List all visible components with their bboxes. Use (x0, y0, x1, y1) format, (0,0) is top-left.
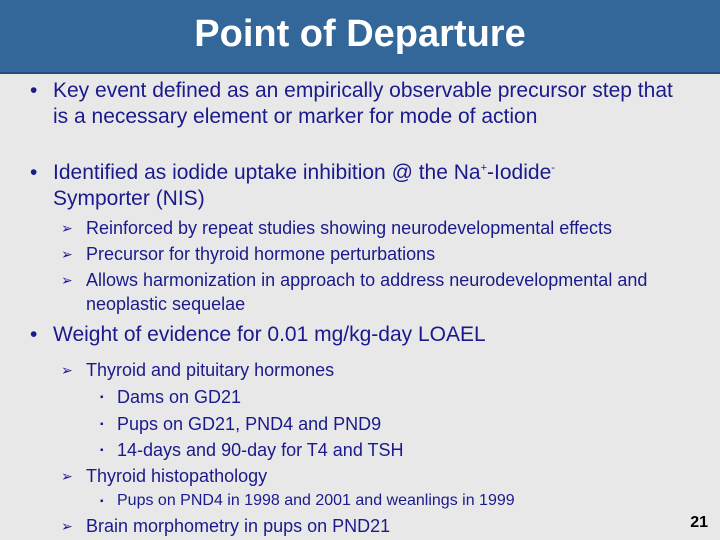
arrowhead-icon: ➢ (61, 468, 73, 484)
bullet-dot-icon: • (30, 161, 38, 184)
sub-bullet-text: Thyroid histopathology (86, 466, 268, 486)
sub-bullet-item (61, 242, 686, 266)
sub-sub-bullet-text: Dams on GD21 (117, 387, 242, 407)
sub-sub-bullet-text: 14-days and 90-day for T4 and TSH (117, 440, 404, 460)
bullet-text: Key event defined as an empirically observable precursor step that is a necessary element or marker for mode of action (53, 79, 673, 128)
sub-sub-bullet-item (100, 412, 677, 436)
sub-bullet-text: Precursor for thyroid hormone perturbations (86, 244, 436, 264)
page-number: 21 (690, 514, 708, 531)
sub-bullet-text: Allows harmonization in approach to address neurodevelopmental and neoplastic sequelae (86, 270, 648, 314)
bullet-text-mid: -Iodide (487, 161, 552, 184)
sub-bullet-item (61, 514, 686, 538)
bullet-text: Identified as iodide uptake inhibition @ the Na (53, 161, 481, 184)
small-square-icon: ▪ (100, 419, 104, 430)
sub-bullet-text: Thyroid and pituitary hormones (86, 360, 335, 380)
bullet-item (30, 322, 693, 348)
bullet-item (30, 160, 693, 212)
sub-bullet-text: Reinforced by repeat studies showing neurodevelopmental effects (86, 218, 612, 238)
small-square-icon: ▪ (100, 392, 104, 403)
sub-bullet-text: Brain morphometry in pups on PND21 (86, 516, 391, 536)
header-bar (0, 0, 720, 74)
superscript-minus: - (551, 162, 555, 174)
sub-sub-bullet-text: Pups on GD21, PND4 and PND9 (117, 414, 382, 434)
arrowhead-icon: ➢ (61, 220, 73, 236)
sub-sub-bullet-item (100, 438, 677, 462)
sub-sub-bullet-item (100, 385, 677, 409)
slide-title: Point of Departure (194, 13, 526, 55)
arrowhead-icon: ➢ (61, 272, 73, 288)
superscript-plus: + (480, 162, 488, 174)
small-square-icon: ▪ (100, 445, 104, 456)
sub-bullet-item (61, 216, 686, 240)
sub-bullet-item (61, 358, 686, 382)
sub-sub-bullet-text: Pups on PND4 in 1998 and 2001 and weanlings in 1999 (117, 492, 515, 509)
bullet-text: Weight of evidence for 0.01 mg/kg-day LOAEL (53, 323, 486, 346)
arrowhead-icon: ➢ (61, 246, 73, 262)
arrowhead-icon: ➢ (61, 518, 73, 534)
bullet-item (30, 78, 693, 130)
small-square-icon: ▪ (100, 496, 104, 507)
sub-bullet-item (61, 268, 676, 316)
bullet-dot-icon: • (30, 323, 38, 346)
bullet-text-end: Symporter (NIS) (53, 187, 205, 210)
arrowhead-icon: ➢ (61, 362, 73, 378)
sub-sub-bullet-item (100, 489, 677, 513)
sub-bullet-item (61, 464, 686, 488)
bullet-dot-icon: • (30, 79, 38, 102)
